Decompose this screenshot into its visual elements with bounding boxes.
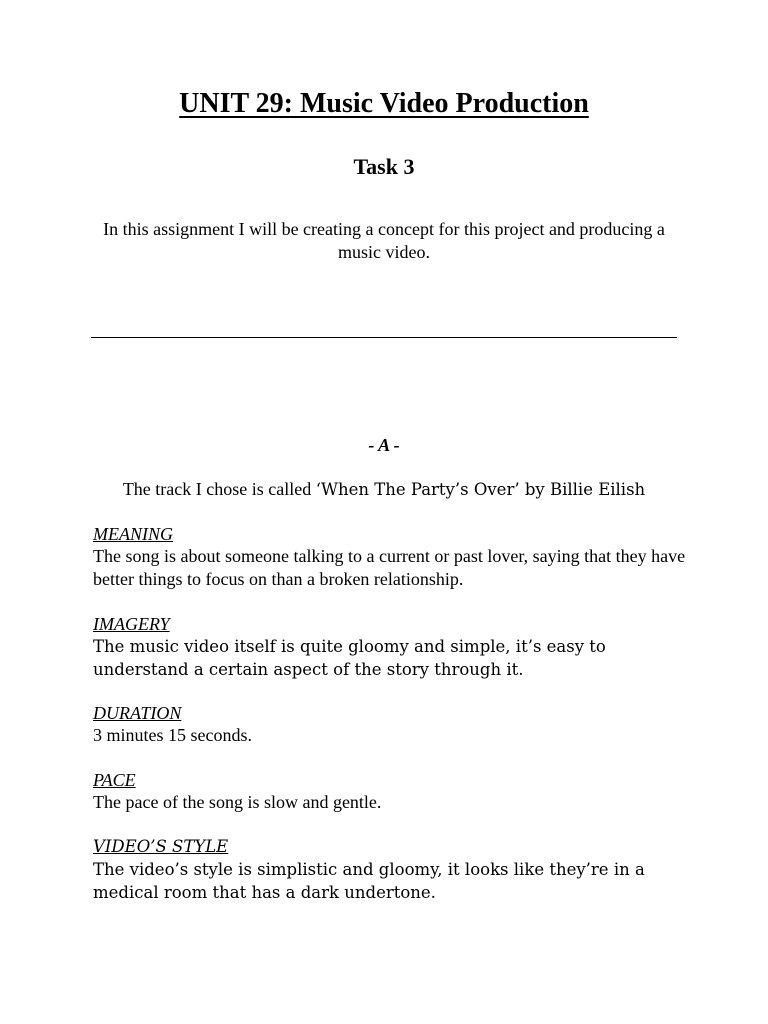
section-text-pace: The pace of the song is slow and gentle. xyxy=(93,792,382,812)
section-imagery xyxy=(93,613,693,681)
horizontal-divider xyxy=(91,337,677,338)
section-heading-pace: PACE xyxy=(93,770,136,790)
intro-paragraph: In this assignment I will be creating a concept for this project and producing a music video. xyxy=(103,219,665,262)
section-pace xyxy=(93,769,693,814)
section-heading-imagery: IMAGERY xyxy=(93,614,170,634)
section-heading-videos-style: VIDEO’S STYLE xyxy=(93,837,229,856)
section-text-meaning: The song is about someone talking to a current or past lover, saying that they have better things to focus on than a broken relationship. xyxy=(93,546,686,589)
section-text-videos-style: The video’s style is simplistic and gloomy, it looks like they’re in a medical room that has a dark undertone. xyxy=(93,860,645,902)
document-title: UNIT 29: Music Video Production xyxy=(179,88,589,119)
track-name: ‘When The Party’s Over’ by Billie Eilish xyxy=(315,480,646,499)
section-duration xyxy=(93,702,693,747)
track-prefix: The track I chose is called xyxy=(122,479,316,499)
section-text-imagery: The music video itself is quite gloomy and simple, it’s easy to understand a certain aspect of the story through it. xyxy=(93,637,606,679)
section-heading-duration: DURATION xyxy=(93,703,182,723)
section-meaning xyxy=(93,523,693,591)
track-line xyxy=(0,478,768,501)
section-marker: - A - xyxy=(368,435,400,455)
task-heading: Task 3 xyxy=(353,154,415,179)
section-videos-style xyxy=(93,836,693,904)
section-heading-meaning: MEANING xyxy=(93,524,173,544)
section-text-duration: 3 minutes 15 seconds. xyxy=(93,725,252,745)
